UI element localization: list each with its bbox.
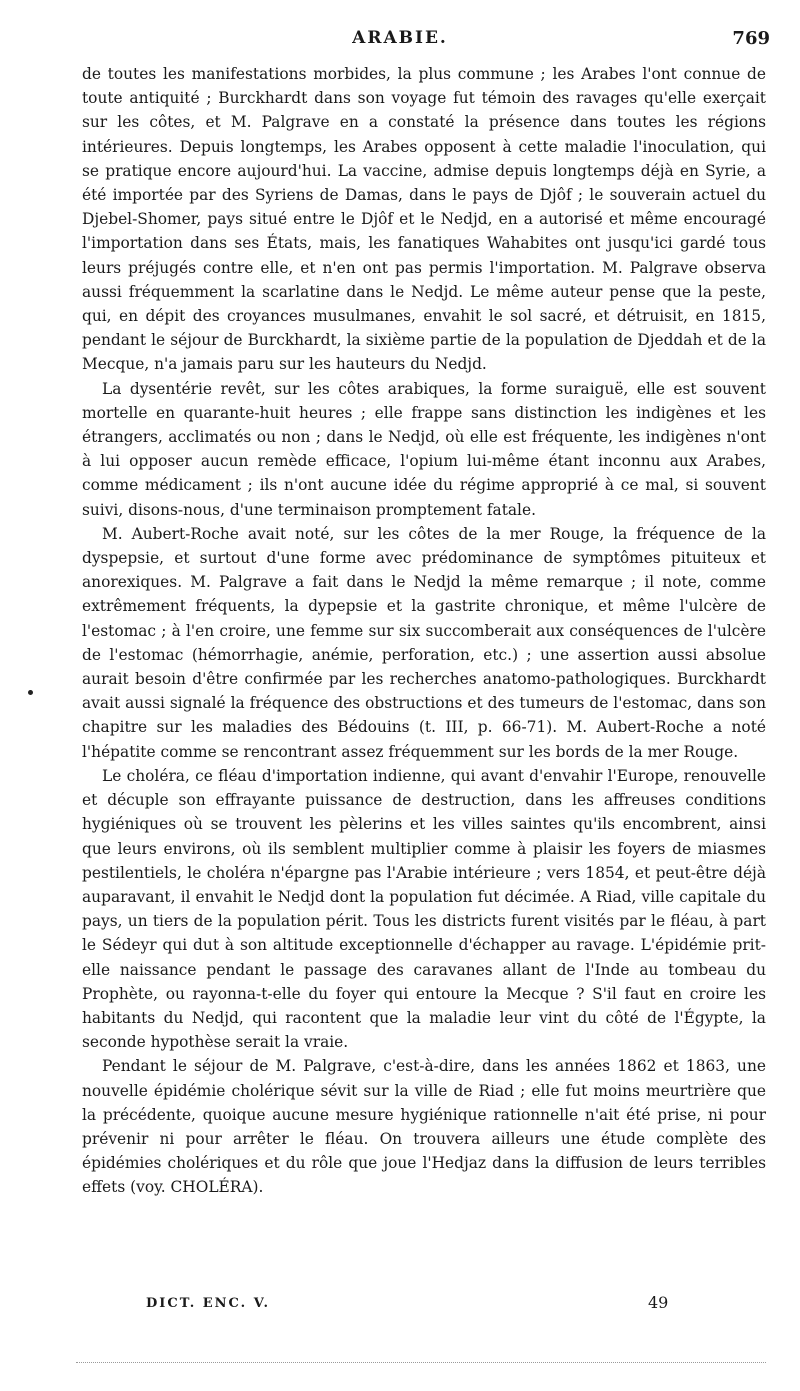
bottom-divider (76, 1362, 766, 1363)
body-text (82, 62, 766, 1200)
paragraph-cholera: Le choléra, ce fléau d'importation indienne, qui avant d'envahir l'Europe, renouvelle et décuple son effrayante puissance de destruction, dans les affreuses conditions hygiéniques où se trouvent les pèlerins et les villes saintes qu'ils encombrent, ainsi que leurs environs, où ils semblent multiplier comme à plaisir les foyers de miasmes pestilentiels, le choléra n'épargne pas l'Arabie intérieure ; vers 1854, et peut-être déjà auparavant, il envahit le Nedjd dont la population fut décimée. A Riad, ville capitale du pays, un tiers de la population périt. Tous les districts furent visités par le fléau, à part le Sédeyr qui dut à son altitude exceptionnelle d'échapper au ravage. L'épidémie prit-elle naissance pendant le passage des caravanes allant de l'Inde au tombeau du Prophète, ou rayonna-t-elle du foyer qui entoure la Mecque ? S'il faut en croire les habitants du Nedjd, qui racontent que la maladie leur vint du côté de l'Égypte, la seconde hypothèse serait la vraie. (82, 766, 766, 1052)
paragraph-dysentery: La dysentérie revêt, sur les côtes arabiques, la forme suraiguë, elle est souvent mortelle en quarante-huit heures ; elle frappe sans distinction les indigènes et les étrangers, acclimatés ou non ; dans le Nedjd, où elle est fréquente, les indigènes n'ont à lui opposer aucun remède efficace, l'opium lui-même étant inconnu aux Arabes, comme médicament ; ils n'ont aucune idée du régime approprié à ce mal, si souvent suivi, disons-nous, d'une terminaison promptement fatale. (82, 379, 766, 519)
running-head-title: ARABIE. (352, 28, 448, 48)
paragraph-cholera-epidemic-riad: Pendant le séjour de M. Palgrave, c'est-à-dire, dans les années 1862 et 1863, une nouvelle épidémie cholérique sévit sur la ville de Riad ; elle fut moins meurtrière que la précédente, quoique aucune mesure hygiénique rationnelle n'ait été prise, ni pour prévenir ni pour arrêter le fléau. On trouvera ailleurs une étude complète des épidémies cholériques et du rôle que joue l'Hedjaz dans la diffusion de leurs terribles effets (voy. CHOLÉRA). (82, 1057, 766, 1197)
margin-ink-mark (28, 690, 33, 695)
footer-sheet-number: 49 (648, 1293, 669, 1312)
paragraph-smallpox-continuation: de toutes les manifestations morbides, la plus commune ; les Arabes l'ont connue de toute antiquité ; Burckhardt dans son voyage fut témoin des ravages qu'elle exerçait sur les côtes, et M. Palgrave en a constaté la présence dans toutes les régions intérieures. Depuis longtemps, les Arabes opposent à cette maladie l'inoculation, qui se pratique encore aujourd'hui. La vaccine, admise depuis longtemps déjà en Syrie, a été importée par des Syriens de Damas, dans le pays de Djôf ; le souverain actuel du Djebel-Shomer, pays situé entre le Djôf et le Nedjd, en a autorisé et même encouragé l'importation dans ses États, mais, les fanatiques Wahabites ont jusqu'ici gardé tous leurs préjugés contre elle, et n'en ont pas permis l'importation. M. Palgrave observa aussi fréquemment la scarlatine dans le Nedjd. Le même auteur pense que la peste, qui, en dépit des croyances musulmanes, envahit le sol sacré, et détruisit, en 1815, pendant le séjour de Burckhardt, la sixième partie de la population de Djeddah et de la Mecque, n'a jamais paru sur les hauteurs du Nedjd. (82, 65, 766, 374)
page-number: 769 (732, 28, 770, 49)
footer-signature: DICT. ENC. V. (146, 1296, 271, 1311)
paragraph-dyspepsia: M. Aubert-Roche avait noté, sur les côtes de la mer Rouge, la fréquence de la dyspepsie, et surtout d'une forme avec prédominance de symptômes pituiteux et anorexiques. M. Palgrave a fait dans le Nedjd la même remarque ; il note, comme extrêmement fréquents, la dypepsie et la gastrite chronique, et même l'ulcère de l'estomac ; à l'en croire, une femme sur six succomberait aux conséquences de l'ulcère de l'estomac (hémorrhagie, anémie, perforation, etc.) ; une assertion aussi absolue aurait besoin d'être confirmée par les recherches anatomo-pathologiques. Burckhardt avait aussi signalé la fréquence des obstructions et des tumeurs de l'estomac, dans son chapitre sur les maladies des Bédouins (t. III, p. 66-71). M. Aubert-Roche a noté l'hépatite comme se rencontrant assez fréquemment sur les bords de la mer Rouge. (82, 524, 766, 761)
